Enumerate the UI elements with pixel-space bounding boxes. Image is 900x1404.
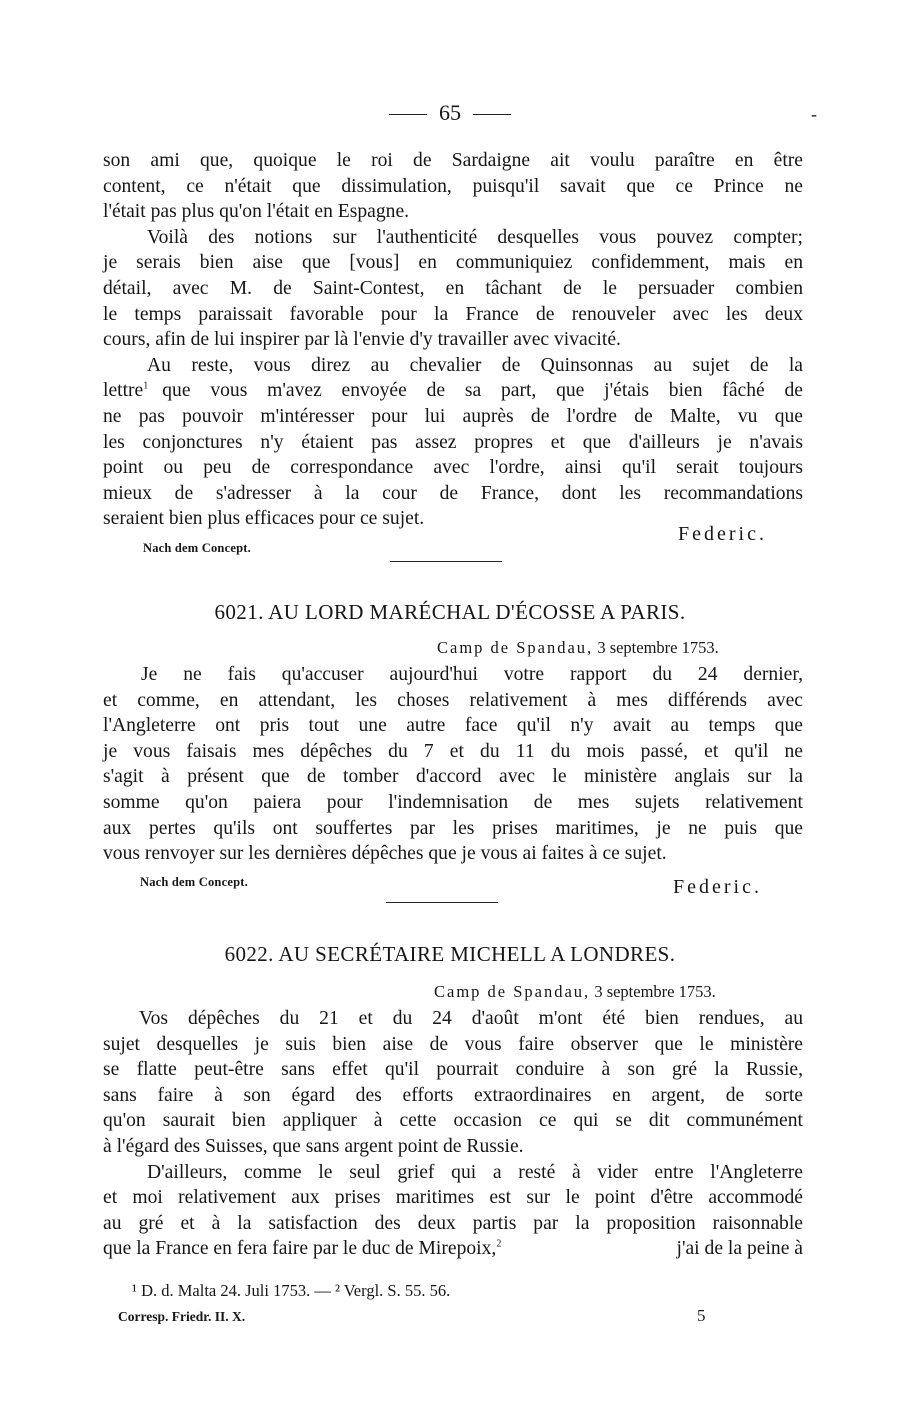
text-line: l'Angleterre ont pris tout une autre face qu'il n'y avait au temps que bbox=[103, 715, 803, 737]
text-line: les conjonctures n'y étaient pas assez propres et que d'ailleurs je n'avais bbox=[103, 431, 803, 453]
text-line: point ou peu de correspondance avec l'ordre, ainsi qu'il serait toujours bbox=[103, 457, 803, 479]
signature-mark: Corresp. Friedr. II. X. bbox=[118, 1309, 246, 1324]
edge-mark: - bbox=[811, 104, 817, 124]
separator-rule bbox=[386, 902, 498, 903]
text-line: je vous faisais mes dépêches du 7 et du 11 du mois passé, et qu'il ne bbox=[103, 740, 803, 762]
dateline-date: 3 septembre 1753. bbox=[597, 638, 719, 657]
text-line: sans faire à son égard des efforts extraordinaires en argent, de sorte bbox=[103, 1084, 803, 1106]
signature: Federic. bbox=[678, 523, 767, 545]
footnote-mark: 2 bbox=[496, 1238, 502, 1250]
word-lettre: lettre bbox=[103, 380, 144, 402]
text-line: somme qu'on paiera pour l'indemnisation de mes sujets relativement bbox=[103, 791, 803, 813]
letter-heading: 6021. AU LORD MARÉCHAL D'ÉCOSSE A PARIS. bbox=[214, 600, 686, 624]
text-line: mieux de s'adresser à la cour de France, dont les recommandations bbox=[103, 482, 803, 504]
text-line: seraient bien plus efficaces pour ce sujet. bbox=[103, 508, 425, 530]
letter-heading: 6022. AU SECRÉTAIRE MICHELL A LONDRES. bbox=[224, 942, 676, 966]
text-line: Voilà des notions sur l'authenticité desquelles vous pouvez compter; bbox=[147, 226, 803, 248]
dateline bbox=[437, 638, 719, 658]
text-line: content, ce n'était que dissimulation, puisqu'il savait que ce Prince ne bbox=[103, 175, 803, 197]
signature: Federic. bbox=[673, 876, 762, 898]
letter-6021-text bbox=[103, 662, 803, 867]
footnote-mark: 1 bbox=[143, 380, 149, 392]
source-note: Nach dem Concept. bbox=[143, 541, 251, 555]
page-number-value: 65 bbox=[439, 100, 461, 125]
separator-rule bbox=[390, 561, 502, 562]
text-line: se flatte peut-être sans effet qu'il pourrait conduire à son gré la Russie, bbox=[103, 1059, 803, 1081]
line-lead-text: que la France en fera faire par le duc de Mirepoix, bbox=[103, 1238, 497, 1260]
line-lead bbox=[103, 1236, 501, 1262]
text-line: et moi relativement aux prises maritimes est sur le point d'être accommodé bbox=[103, 1187, 803, 1209]
text-line: détail, avec M. de Saint-Contest, en tâchant de le persuader combien bbox=[103, 277, 803, 299]
footnotes: ¹ D. d. Malta 24. Juli 1753. — ² Vergl. S. 55. 56. bbox=[132, 1281, 451, 1300]
text-line: son ami que, quoique le roi de Sardaigne ait voulu paraître en être bbox=[103, 150, 803, 171]
block1-text bbox=[103, 148, 803, 532]
text-line: Je ne fais qu'accuser aujourd'hui votre rapport du 24 dernier, bbox=[141, 664, 803, 685]
text-line bbox=[103, 378, 803, 404]
text-line: au gré et à la satisfaction des deux partis par la proposition raisonnable bbox=[103, 1212, 803, 1234]
text-line: Vos dépêches du 21 et du 24 d'août m'ont été bien rendues, au bbox=[139, 1008, 803, 1029]
text-line: ne pas pouvoir m'intéresser pour lui auprès de l'ordre de Malte, vu que bbox=[103, 405, 803, 427]
text-line: l'était pas plus qu'on l'était en Espagne. bbox=[103, 201, 410, 223]
source-note: Nach dem Concept. bbox=[140, 875, 248, 889]
text-line: D'ailleurs, comme le seul grief qui a resté à vider entre l'Angleterre bbox=[147, 1161, 803, 1183]
letter-6022-text bbox=[103, 1006, 803, 1262]
page-number bbox=[0, 100, 900, 126]
line-rest: que vous m'avez envoyée de sa part, que j'étais bien fâché de bbox=[162, 380, 803, 402]
line-rest: j'ai de la peine à bbox=[676, 1238, 803, 1260]
text-line: sujet desquelles je suis bien aise de vous faire observer que le ministère bbox=[103, 1033, 803, 1055]
text-line bbox=[103, 1236, 803, 1262]
text-line: je serais bien aise que [vous] en communiquiez confidemment, mais en bbox=[103, 252, 803, 274]
text-line: vous renvoyer sur les dernières dépêches que je vous ai faites à ce sujet. bbox=[103, 843, 667, 865]
text-line: le temps paraissait favorable pour la France de renouveler avec les deux bbox=[103, 303, 803, 325]
text-line: à l'égard des Suisses, que sans argent point de Russie. bbox=[103, 1135, 524, 1157]
dateline bbox=[434, 982, 716, 1002]
dateline-date: 3 septembre 1753. bbox=[594, 982, 716, 1001]
text-line: qu'on saurait bien appliquer à cette occasion ce qui se dit communément bbox=[103, 1110, 803, 1132]
dateline-place: Camp de Spandau, bbox=[437, 638, 594, 657]
footnoted-word bbox=[103, 378, 148, 404]
text-line: et comme, en attendant, les choses relativement à mes différends avec bbox=[103, 689, 803, 711]
text-line: aux pertes qu'ils ont souffertes par les prises maritimes, je ne puis que bbox=[103, 817, 803, 839]
page-number-rule-right bbox=[473, 114, 511, 115]
text-line: cours, afin de lui inspirer par là l'envie d'y travailler avec vivacité. bbox=[103, 329, 621, 351]
dateline-place: Camp de Spandau, bbox=[434, 982, 591, 1001]
text-line: Au reste, vous direz au chevalier de Quinsonnas au sujet de la bbox=[147, 354, 803, 376]
text-line: s'agit à présent que de tomber d'accord avec le ministère anglais sur la bbox=[103, 766, 803, 788]
sheet-number: 5 bbox=[697, 1306, 706, 1325]
page-number-rule-left bbox=[389, 114, 427, 115]
